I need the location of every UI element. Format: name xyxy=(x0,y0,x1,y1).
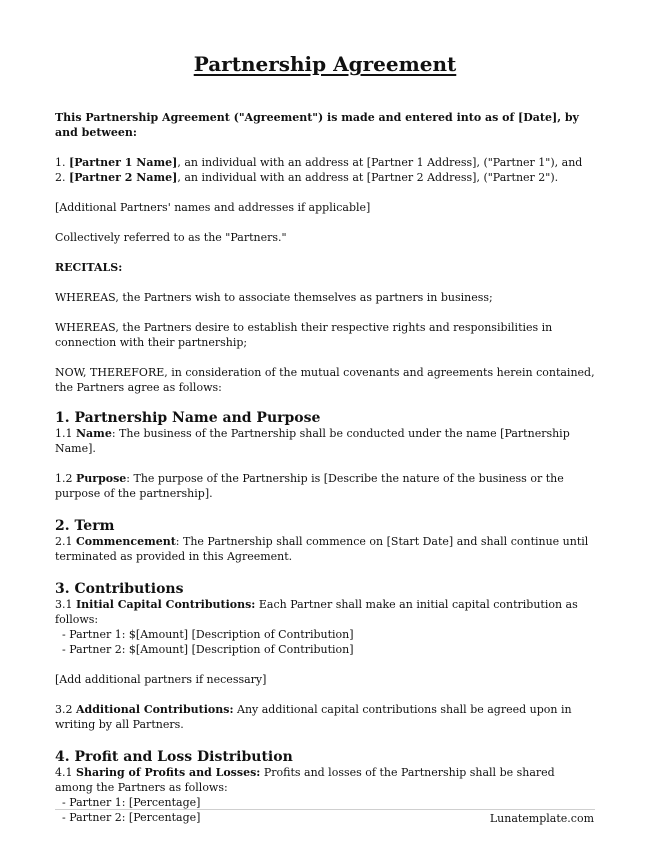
clause-2-1-number: 2.1 xyxy=(55,535,76,548)
share-partner-2: - Partner 2: [Percentage] xyxy=(62,811,201,824)
clause-1-1 xyxy=(55,426,595,456)
clause-4-1-text: Profits and losses of the Partnership shall be shared among the Partners as follows: xyxy=(55,766,555,794)
clause-3-1-text: Each Partner shall make an initial capital contribution as follows: xyxy=(55,598,578,626)
clause-3-1-label: Initial Capital Contributions: xyxy=(76,598,256,611)
footer-watermark-link[interactable]: Lunatemplate.com xyxy=(489,812,594,825)
clause-3-1 xyxy=(55,597,595,627)
section-2-heading: 2. Term xyxy=(55,518,115,534)
collectively-paragraph: Collectively referred to as the "Partners." xyxy=(55,231,287,244)
clause-1-2-number: 1.2 xyxy=(55,472,76,485)
clause-1-2-text: : The purpose of the Partnership is [Describe the nature of the business or the purpose of the partnership]. xyxy=(55,472,564,500)
party-1-name: [Partner 1 Name] xyxy=(69,156,178,169)
clause-1-1-number: 1.1 xyxy=(55,427,76,440)
clause-1-2-label: Purpose xyxy=(76,472,127,485)
party-1-number: 1. xyxy=(55,156,69,169)
footer-divider xyxy=(55,809,595,810)
clause-2-1 xyxy=(55,534,595,564)
party-2-number: 2. xyxy=(55,171,69,184)
document-title: Partnership Agreement xyxy=(193,52,457,76)
clause-1-2 xyxy=(55,471,595,501)
party-2-name: [Partner 2 Name] xyxy=(69,171,178,184)
clause-2-1-text: : The Partnership shall commence on [Start Date] and shall continue until terminated as provided in this Agreement. xyxy=(55,535,589,563)
clause-3-2-text: Any additional capital contributions shall be agreed upon in writing by all Partners. xyxy=(55,703,572,731)
party-1-details: , an individual with an address at [Partner 1 Address], ("Partner 1"), and xyxy=(177,156,583,169)
recital-1: WHEREAS, the Partners wish to associate themselves as partners in business; xyxy=(55,291,493,304)
clause-4-1-number: 4.1 xyxy=(55,766,76,779)
clause-1-1-text: : The business of the Partnership shall be conducted under the name [Partnership Name]. xyxy=(55,427,570,455)
clause-3-2-label: Additional Contributions: xyxy=(76,703,234,716)
add-partners-note: [Add additional partners if necessary] xyxy=(55,673,267,686)
contribution-partner-1: - Partner 1: $[Amount] [Description of Contribution] xyxy=(62,628,354,641)
share-partner-1: - Partner 1: [Percentage] xyxy=(62,796,201,809)
additional-partners-note: [Additional Partners' names and addresses if applicable] xyxy=(55,201,371,214)
contribution-partner-2: - Partner 2: $[Amount] [Description of Contribution] xyxy=(62,643,354,656)
party-2-details: , an individual with an address at [Partner 2 Address], ("Partner 2"). xyxy=(177,171,559,184)
clause-1-1-label: Name xyxy=(76,427,112,440)
parties-list xyxy=(55,155,595,185)
clause-4-1-label: Sharing of Profits and Losses: xyxy=(76,766,261,779)
party-2 xyxy=(55,170,595,185)
clause-3-2 xyxy=(55,702,595,732)
clause-3-2-number: 3.2 xyxy=(55,703,76,716)
section-1-heading: 1. Partnership Name and Purpose xyxy=(55,410,321,426)
intro-paragraph: This Partnership Agreement ("Agreement") is made and entered into as of [Date], by and between: xyxy=(55,111,579,139)
clause-3-1-number: 3.1 xyxy=(55,598,76,611)
recital-3: NOW, THEREFORE, in consideration of the mutual covenants and agreements herein contained, the Partners agree as follows: xyxy=(55,366,595,394)
clause-4-1 xyxy=(55,765,595,795)
clause-2-1-label: Commencement xyxy=(76,535,176,548)
party-1 xyxy=(55,155,595,170)
recital-2: WHEREAS, the Partners desire to establish their respective rights and responsibilities in connection with their partnership; xyxy=(55,321,553,349)
recitals-heading: RECITALS: xyxy=(55,261,123,274)
section-4-heading: 4. Profit and Loss Distribution xyxy=(55,749,293,765)
section-3-heading: 3. Contributions xyxy=(55,581,184,597)
